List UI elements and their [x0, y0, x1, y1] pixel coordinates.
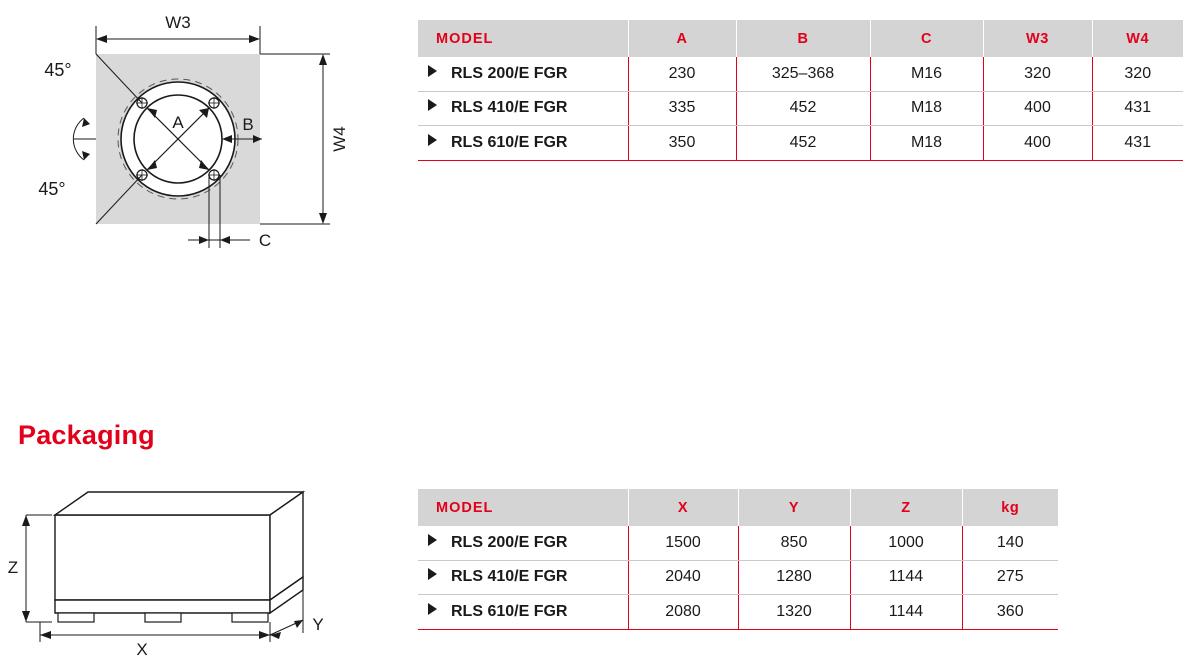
header-w4: W4 — [1092, 20, 1183, 57]
w4-dimension — [260, 54, 330, 224]
model-label: RLS 410/E FGR — [451, 568, 568, 586]
header-kg: kg — [962, 489, 1058, 526]
cell-kg: 360 — [962, 595, 1058, 630]
packaging-section-title: Packaging — [18, 420, 155, 450]
cell-x: 1500 — [628, 526, 738, 560]
cell-y: 1280 — [738, 560, 850, 595]
table-row — [418, 91, 1183, 126]
pallet-feet — [58, 613, 268, 622]
angle-bottom-label: 45° — [38, 179, 66, 199]
bullet-arrow-icon — [428, 534, 437, 546]
w4-label: W4 — [330, 126, 349, 152]
x-label: X — [136, 640, 148, 659]
header-y: Y — [738, 489, 850, 526]
table-row — [418, 126, 1183, 161]
packaging-drawing-svg — [0, 470, 400, 660]
packaging-drawing — [0, 470, 400, 660]
cell-a: 230 — [628, 57, 736, 91]
model-label: RLS 200/E FGR — [451, 64, 568, 82]
cell-y: 1320 — [738, 595, 850, 630]
x-dimension — [40, 622, 270, 642]
z-label: Z — [7, 558, 19, 577]
flange-table-body — [418, 57, 1183, 160]
table-header-row — [418, 489, 1058, 526]
bullet-arrow-icon — [428, 134, 437, 146]
model-label: RLS 610/E FGR — [451, 602, 568, 620]
cell-model — [418, 595, 628, 630]
packaging-table-body — [418, 526, 1058, 629]
flange-drawing-svg — [0, 0, 400, 290]
crate-box — [55, 492, 303, 600]
cell-model — [418, 57, 628, 91]
header-c: C — [870, 20, 983, 57]
bullet-arrow-icon — [428, 99, 437, 111]
angle-top-label: 45° — [44, 60, 72, 80]
z-dimension — [26, 515, 52, 622]
cell-c: M16 — [870, 57, 983, 91]
header-x: X — [628, 489, 738, 526]
table-row — [418, 526, 1058, 560]
cell-kg: 140 — [962, 526, 1058, 560]
cell-model — [418, 126, 628, 161]
cell-model — [418, 91, 628, 126]
c-label: C — [258, 231, 272, 250]
cell-a: 335 — [628, 91, 736, 126]
cell-z: 1144 — [850, 560, 962, 595]
bullet-arrow-icon — [428, 65, 437, 77]
cell-x: 2080 — [628, 595, 738, 630]
w3-label: W3 — [165, 13, 191, 32]
cell-a: 350 — [628, 126, 736, 161]
y-label: Y — [312, 615, 324, 634]
cell-w3: 400 — [983, 91, 1092, 126]
model-label: RLS 610/E FGR — [451, 133, 568, 151]
model-label: RLS 200/E FGR — [451, 533, 568, 551]
header-b: B — [736, 20, 870, 57]
cell-c: M18 — [870, 91, 983, 126]
cell-model — [418, 526, 628, 560]
header-model: MODEL — [418, 489, 628, 526]
bullet-arrow-icon — [428, 568, 437, 580]
table-row — [418, 57, 1183, 91]
table-header-row — [418, 20, 1183, 57]
model-label: RLS 410/E FGR — [451, 99, 568, 117]
a-label: A — [172, 113, 184, 132]
table-row — [418, 595, 1058, 630]
flange-table-header — [418, 20, 1183, 57]
header-model: MODEL — [418, 20, 628, 57]
cell-model — [418, 560, 628, 595]
packaging-table-header — [418, 489, 1058, 526]
cell-z: 1000 — [850, 526, 962, 560]
header-z: Z — [850, 489, 962, 526]
cell-c: M18 — [870, 126, 983, 161]
cell-z: 1144 — [850, 595, 962, 630]
packaging-dimensions-table — [418, 489, 1058, 630]
cell-b: 325–368 — [736, 57, 870, 91]
flange-drawing — [0, 0, 400, 290]
y-arrowheads — [270, 620, 303, 639]
table-row — [418, 560, 1058, 595]
cell-w3: 320 — [983, 57, 1092, 91]
header-w3: W3 — [983, 20, 1092, 57]
cell-b: 452 — [736, 126, 870, 161]
flange-dimensions-table — [418, 20, 1183, 161]
header-a: A — [628, 20, 736, 57]
cell-x: 2040 — [628, 560, 738, 595]
cell-w4: 320 — [1092, 57, 1183, 91]
cell-y: 850 — [738, 526, 850, 560]
b-label: B — [242, 115, 254, 134]
cell-w4: 431 — [1092, 91, 1183, 126]
bullet-arrow-icon — [428, 603, 437, 615]
cell-b: 452 — [736, 91, 870, 126]
cell-w3: 400 — [983, 126, 1092, 161]
cell-w4: 431 — [1092, 126, 1183, 161]
cell-kg: 275 — [962, 560, 1058, 595]
